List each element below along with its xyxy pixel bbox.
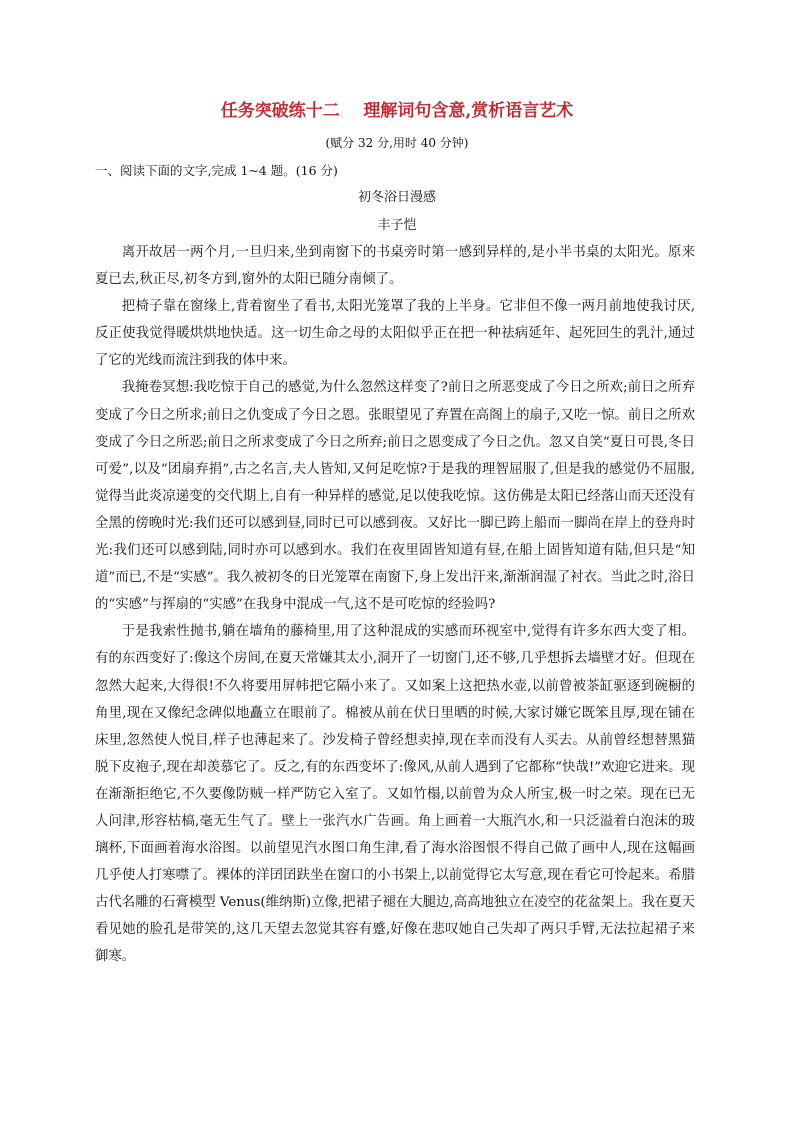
paragraph-4: 于是我索性抛书,躺在墙角的藤椅里,用了这种混成的实感而环视室中,觉得有许多东西大变了相。有的东西变好了:像这个房间,在夏天常嫌其太小,洞开了一切窗门,还不够,几乎想拆去墙壁才好。但现在忽然大起来,大得很!不久将要用屏帏把它隔小来了。又如案上这把热水壶,以前曾被茶缸驱逐到碗橱的角里,现在又像纪念碑似地矗立在眼前了。棉被从前在伏日里晒的时候,大家讨嫌它既笨且厚,现在铺在床里,忽然使人悦目,样子也薄起来了。沙发椅子曾经想卖掉,现在幸而没有人买去。从前曾经想替黑猫脱下皮袍子,现在却羡慕它了。反之,有的东西变坏了:像风,从前人遇到了它都称“快哉!”欢迎它进来。现在渐渐拒绝它,不久要像防贼一样严防它入室了。又如竹榻,以前曾为众人所宝,极一时之荣。现在已无人问津,形容枯槁,毫无生气了。壁上一张汽水广告画。角上画着一大瓶汽水,和一只泛溢着白泡沫的玻璃杯,下面画着海水浴图。以前望见汽水图口角生津,看了海水浴图恨不得自己做了画中人,现在这幅画几乎使人打寒噤了。裸体的洋囝囝趺坐在窗口的小书架上,以前觉得它太写意,现在看它可怜起来。希腊古代名雕的石膏模型 Venus(维纳斯)立像,把裙子褪在大腿边,高高地独立在凌空的花盆架上。我在夏天看见她的脸孔是带笑的,这几天望去忽觉其容有蹙,好像在悲叹她自己失却了两只手臂,无法拉起裙子来御寒。 <box>95 624 695 965</box>
article-body <box>95 239 695 971</box>
paragraph-1: 离开故居一两个月,一旦归来,坐到南窗下的书桌旁时第一感到异样的,是小半书桌的太阳光。原来夏已去,秋正尽,初冬方到,窗外的太阳已随分南倾了。 <box>95 245 695 288</box>
paragraph-2: 把椅子靠在窗缘上,背着窗坐了看书,太阳光笼罩了我的上半身。它非但不像一两月前地使我讨厌,反正使我觉得暖烘烘地快适。这一切生命之母的太阳似乎正在把一种祛病延年、起死回生的乳汁,通过了它的光线而流注到我的体中来。 <box>95 299 695 369</box>
article-author: 丰子恺 <box>377 218 417 233</box>
section-heading: 一、阅读下面的文字,完成 1~4 题。(16 分) <box>95 163 338 178</box>
article-title: 初冬浴日漫感 <box>357 190 436 205</box>
score-time-note: (赋分 32 分,用时 40 分钟) <box>325 136 469 150</box>
paragraph-3: 我掩卷冥想:我吃惊于自己的感觉,为什么忽然这样变了?前日之所恶变成了今日之所欢;前日之所弃变成了今日之所求;前日之仇变成了今日之恩。张眼望见了弃置在高阁上的扇子,又吃一惊。前日之所欢变成了今日之所恶;前日之所求变成了今日之所弃;前日之恩变成了今日之仇。忽又自笑“夏日可畏,冬日可爱”,以及“团扇弃捐”,古之名言,夫人皆知,又何足吃惊?于是我的理智屈服了,但是我的感觉仍不屈服,觉得当此炎凉递变的交代期上,自有一种异样的感觉,足以使我吃惊。这仿佛是太阳已经落山而天还没有全黑的傍晚时光:我们还可以感到昼,同时已可以感到夜。又好比一脚已跨上船而一脚尚在岸上的登舟时光:我们还可以感到陆,同时亦可以感到水。我们在夜里固皆知道有昼,在船上固皆知道有陆,但只是“知道”而已,不是“实感”。我久被初冬的日光笼罩在南窗下,身上发出汗来,渐渐润湿了衬衣。当此之时,浴日的“实感”与挥扇的“实感”在我身中混成一气,这不是可吃惊的经验吗? <box>95 380 695 613</box>
page-title: 任务突破练十二 理解词句含意,赏析语言艺术 <box>220 101 574 121</box>
